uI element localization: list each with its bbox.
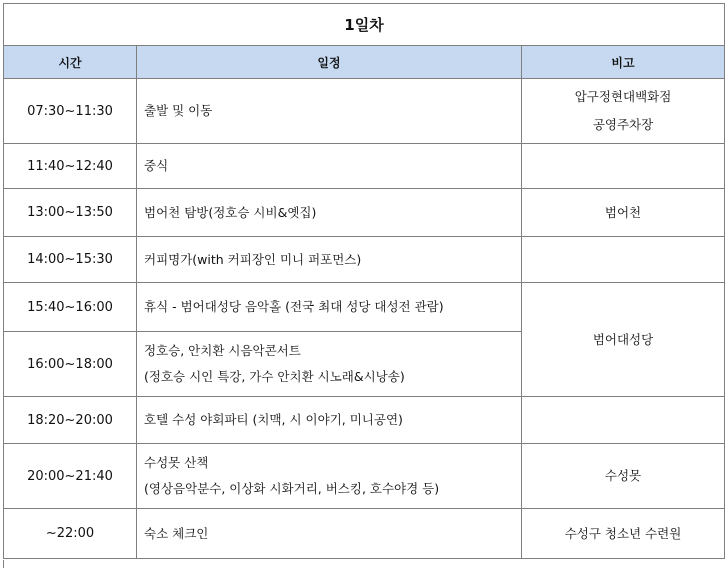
activity-line: 숙소 체크인 [144,525,209,541]
note-cell [522,509,725,559]
note-line: 공영주차장 [592,117,654,132]
activity-line: 출발 및 이동 [144,103,213,118]
header-row [4,46,725,79]
time-cell: 14:00~15:30 [4,237,137,283]
table-row [4,283,725,332]
activity-line: 수성못 산책 [144,455,209,470]
activity-line: (영상음악분수, 이상화 시화거리, 버스킹, 호수야경 등) [144,481,440,496]
time-cell: 16:00~18:00 [4,332,137,397]
activity-cell [137,332,522,397]
table-row [4,237,725,283]
activity-cell [137,79,522,144]
activity-line: 호텔 수성 야회파티 (치맥, 시 이야기, 미니공연) [144,412,403,427]
activity-line: (정호승 시인 특강, 가수 안치환 시노래&시낭송) [144,369,405,384]
activity-cell [137,509,522,559]
activity-cell [137,444,522,509]
table-row [4,79,725,144]
table-row [4,397,725,444]
note-cell [522,79,725,144]
activity-line: 휴식 - 범어대성당 음악홀 (전국 최대 성당 대성전 관람) [144,299,444,314]
note-line: 범어천 [604,204,642,220]
note-cell [522,189,725,237]
activity-cell [137,397,522,444]
table-row [4,444,725,509]
time-cell: 11:40~12:40 [4,144,137,189]
activity-line: 정호승, 안치환 시음악콘서트 [144,343,301,358]
day-title: 1일차 [4,4,725,46]
activity-cell [137,237,522,283]
time-cell: ~22:00 [4,509,137,559]
table-continuation-edge [3,560,4,568]
note-line: 수성못 [604,468,642,483]
note-line: 압구정현대백화점 [574,89,672,104]
time-cell: 07:30~11:30 [4,79,137,144]
schedule-table [3,3,725,559]
header-note: 비고 [522,46,725,79]
header-time: 시간 [4,46,137,79]
activity-line: 범어천 탐방(정호승 시비&옛집) [144,204,317,220]
table-row [4,144,725,189]
activity-line: 커피명가(with 커피장인 미니 퍼포먼스) [144,251,362,267]
note-cell [522,144,725,189]
time-cell: 15:40~16:00 [4,283,137,332]
note-cell [522,237,725,283]
activity-line: 중식 [144,158,169,173]
activity-cell [137,283,522,332]
note-cell [522,397,725,444]
note-cell [522,444,725,509]
time-cell: 13:00~13:50 [4,189,137,237]
table-row [4,189,725,237]
header-schedule: 일정 [137,46,522,79]
table-row [4,509,725,559]
time-cell: 18:20~20:00 [4,397,137,444]
note-line: 수성구 청소년 수련원 [564,525,682,541]
activity-cell [137,144,522,189]
note-cell-merged: 범어대성당 [522,283,725,397]
activity-cell [137,189,522,237]
time-cell: 20:00~21:40 [4,444,137,509]
